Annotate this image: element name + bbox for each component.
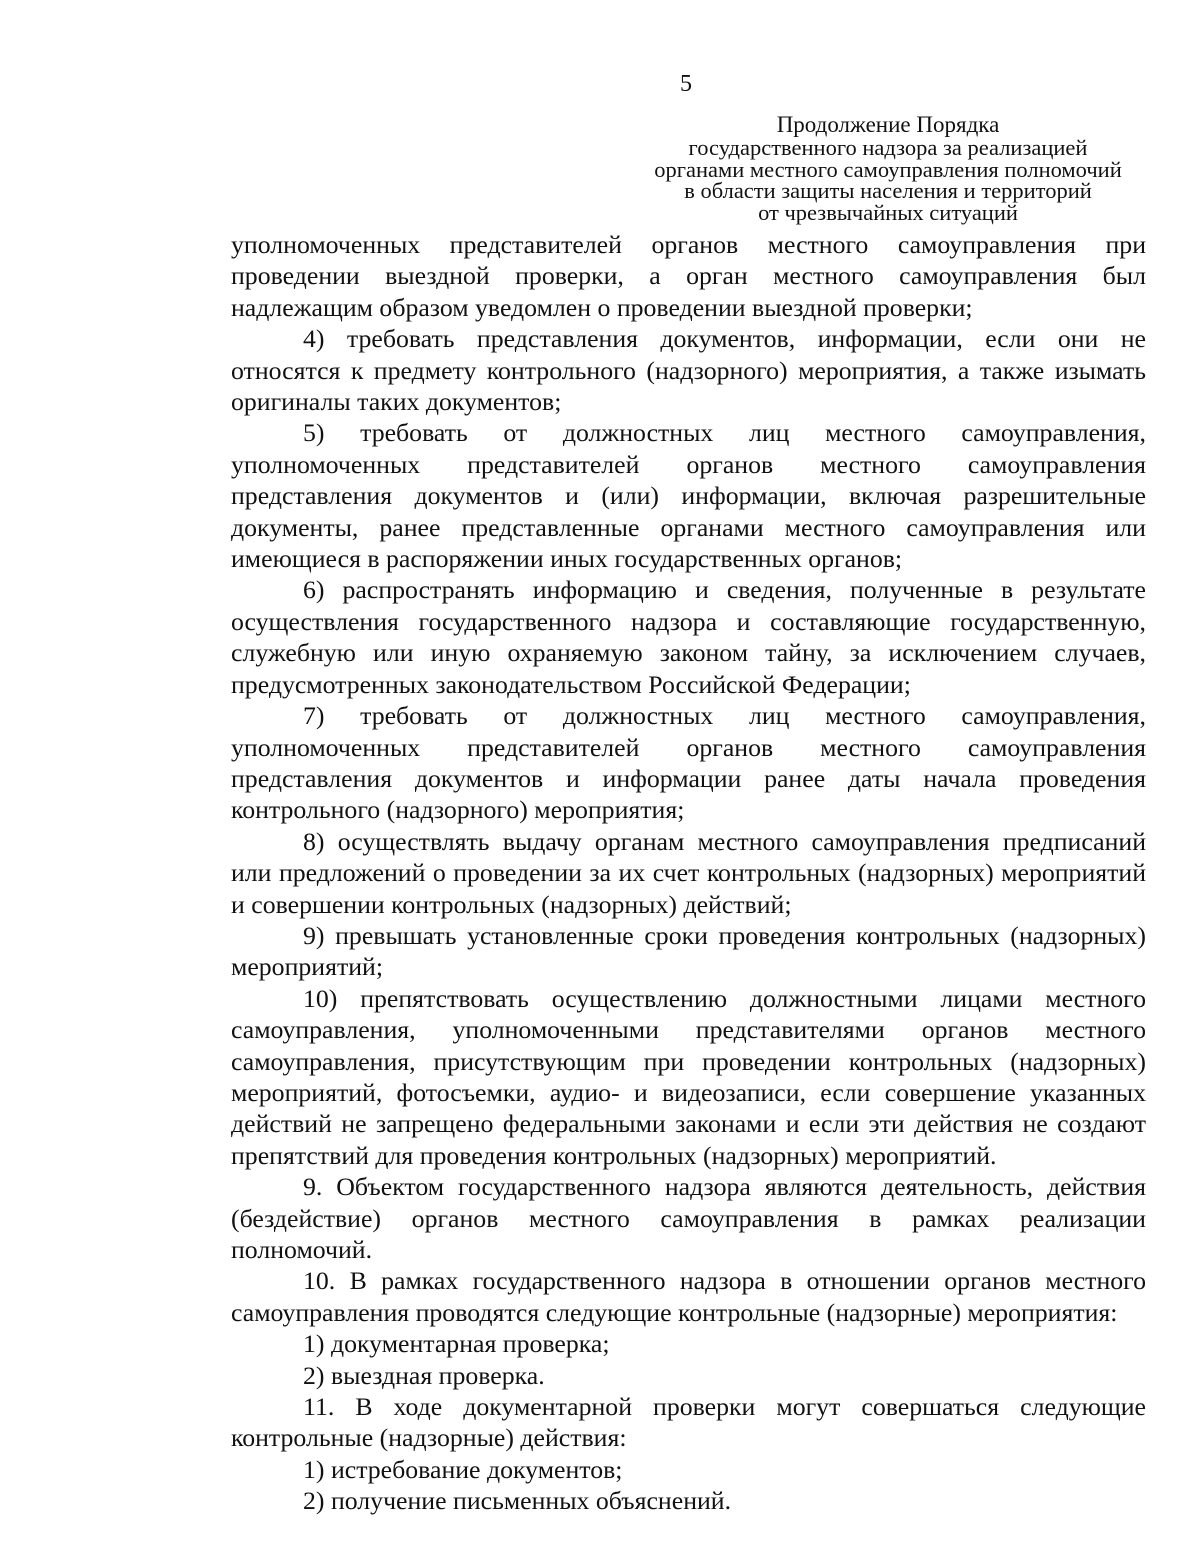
document-header	[630, 111, 1146, 223]
header-line: органами местного самоуправления полномочий	[654, 156, 1122, 182]
header-line: в области защиты населения и территорий	[684, 178, 1092, 203]
list-item: 2) выездная проверка.	[303, 1360, 545, 1390]
paragraph: уполномоченных представителей органов местного самоуправления при проведении выездной проверки, а орган местного самоуправления был надлежащим образом уведомлен о проведении выездной проверки;	[231, 230, 1146, 322]
paragraph: 11. В ходе документарной проверки могут совершаться следующие контрольные (надзорные) действия:	[231, 1392, 1146, 1453]
header-line: Продолжение Порядка	[776, 112, 1000, 137]
paragraph: 10. В рамках государственного надзора в отношении органов местного самоуправления проводятся следующие контрольные (надзорные) мероприятия:	[231, 1266, 1146, 1327]
document-body	[231, 229, 1146, 1517]
paragraph: 8) осуществлять выдачу органам местного самоуправления предписаний или предложений о проведении за их счет контрольных (надзорных) мероприятий и совершении контрольных (надзорных) действий;	[231, 826, 1146, 919]
list-item: 2) получение письменных объяснений.	[303, 1486, 732, 1516]
header-line: государственного надзора за реализацией	[688, 135, 1088, 160]
page-number	[0, 70, 1200, 98]
paragraph: 5) требовать от должностных лиц местного самоуправления, уполномоченных представителей органов местного самоуправления представления документов и (или) информации, включая разрешительные документы, ранее представленные органами местного самоуправления или имеющиеся в распоряжении иных государственных органов;	[231, 418, 1146, 574]
paragraph: 9) превышать установленные сроки проведения контрольных (надзорных) мероприятий;	[231, 920, 1146, 982]
paragraph: 4) требовать представления документов, информации, если они не относятся к предмету контрольного (надзорного) мероприятия, а также изымать оригиналы таких документов;	[231, 324, 1146, 417]
paragraph: 6) распространять информацию и сведения, полученные в результате осуществления государственного надзора и составляющие государственную, служебную или иную охраняемую законом тайну, за исключением случаев, предусмотренных законодательством Российской Федерации;	[231, 575, 1146, 699]
list-item: 1) документарная проверка;	[303, 1329, 610, 1359]
paragraph: 10) препятствовать осуществлению должностными лицами местного самоуправления, уполномоченными представителями органов местного самоуправления, присутствующим при проведении контрольных (надзорных) мероприятий, фотосъемки, аудио- и видеозаписи, если совершение указанных действий не запрещено федеральными законами и если эти действия не создают препятствий для проведения контрольных (надзорных) мероприятий.	[231, 983, 1146, 1170]
list-item: 1) истребование документов;	[303, 1454, 623, 1484]
paragraph: 7) требовать от должностных лиц местного самоуправления, уполномоченных представителей органов местного самоуправления представления документов и информации ранее даты начала проведения контрольного (надзорного) мероприятия;	[231, 701, 1146, 825]
paragraph: 9. Объектом государственного надзора являются деятельность, действия (бездействие) органов местного самоуправления в рамках реализации полномочий.	[231, 1172, 1146, 1264]
header-line: от чрезвычайных ситуаций	[758, 199, 1018, 225]
page-number-text: 5	[680, 71, 692, 97]
